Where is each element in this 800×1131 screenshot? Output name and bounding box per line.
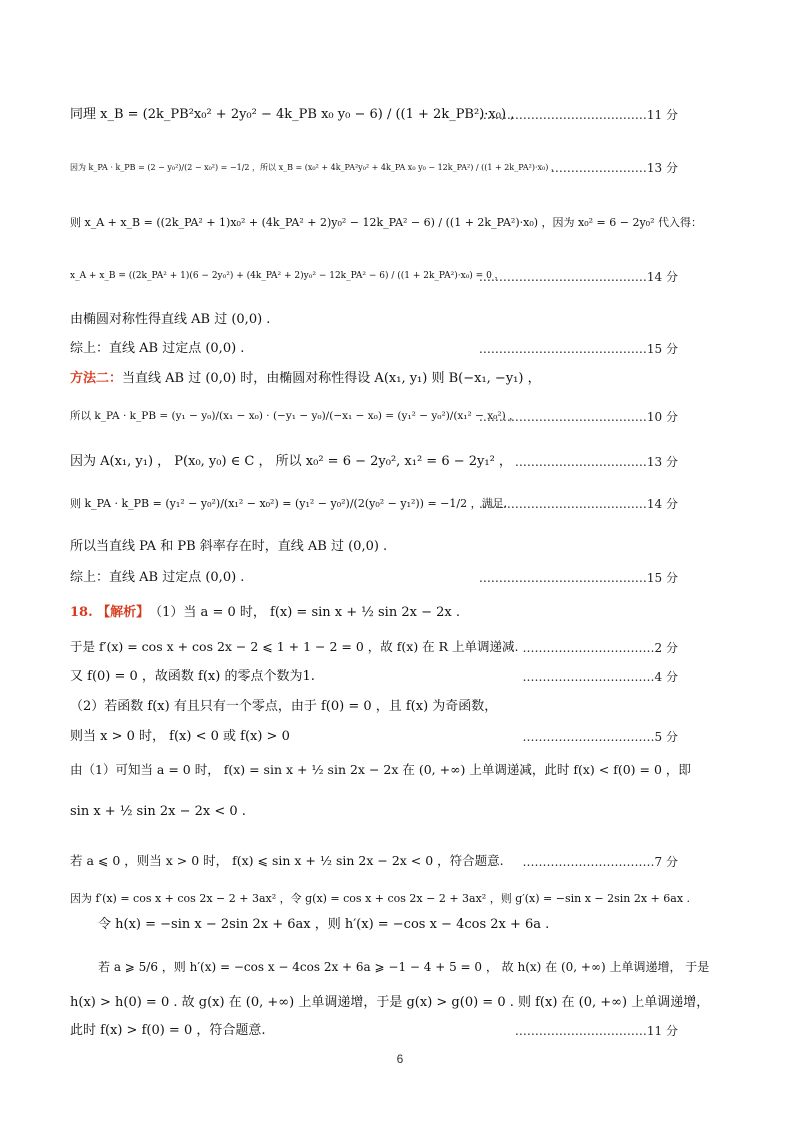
line-text: 于是 f′(x) = cos x + cos 2x − 2 ⩽ 1 + 1 − 2 = 0 ，故 f(x) 在 R 上单调递减. xyxy=(70,639,519,655)
score-marker: ……………………………11 分 xyxy=(514,1023,678,1038)
line-text: 综上：直线 AB 过定点 (0,0) . xyxy=(70,341,245,356)
line-text: 由（1）可知当 a = 0 时， f(x) = sin x + ½ sin 2x − 2x 在 (0, +∞) 上单调递减，此时 f(x) < f(0) = 0 ，即 xyxy=(70,762,691,778)
solution-line xyxy=(70,1024,710,1037)
solution-line xyxy=(70,606,710,619)
solution-line xyxy=(70,892,710,905)
score-marker: ……………………………………15 分 xyxy=(478,341,678,356)
line-text: 由椭圆对称性得直线 AB 过 (0,0) . xyxy=(70,312,271,327)
score-marker: ……………………………………10 分 xyxy=(478,409,678,424)
solution-line xyxy=(70,410,710,423)
solution-line xyxy=(70,372,710,385)
score-marker: ……………………………………15 分 xyxy=(478,570,678,585)
solution-line xyxy=(70,670,710,683)
line-text: 同理 x_B = (2k_PB²x₀² + 2y₀² − 4k_PB x₀ y₀ − 6) / ((1 + 2k_PB²)·x₀) , xyxy=(70,107,515,122)
line-text: 综上：直线 AB 过定点 (0,0) . xyxy=(70,570,245,585)
line-text: 所以 k_PA · k_PB = (y₁ − y₀)/(x₁ − x₀) · (−y₁ − y₀)/(−x₁ − x₀) = (y₁² − y₀²)/(x₁² − x₀²) ， xyxy=(70,410,520,423)
section-label: 方法二： xyxy=(70,371,123,386)
line-text: 令 h(x) = −sin x − 2sin 2x + 6ax ，则 h′(x) = −cos x − 4cos 2x + 6a . xyxy=(98,917,550,932)
score-marker: ……………………………7 分 xyxy=(522,854,678,869)
line-text: （1）当 a = 0 时， f(x) = sin x + ½ sin 2x − 2x . xyxy=(149,605,460,620)
solution-line xyxy=(70,571,710,584)
solution-line xyxy=(70,342,710,355)
score-marker: ……………………………………11 分 xyxy=(478,107,678,122)
solution-line xyxy=(70,855,710,868)
line-text: sin x + ½ sin 2x − 2x < 0 . xyxy=(70,804,246,819)
score-marker: ……………………………5 分 xyxy=(522,729,678,744)
solution-line xyxy=(70,730,710,743)
line-text: 若 a ⩾ 5/6 ，则 h′(x) = −cos x − 4cos 2x + 6a ⩾ −1 − 4 + 5 = 0 ， 故 h(x) 在 (0, +∞) 上单调递增， 于是 xyxy=(98,959,710,974)
line-text: 因为 k_PA · k_PB = (2 − y₀²)/(2 − x₀²) = −1/2 ，所以 x_B = (x₀² + 4k_PA²y₀² + 4k_PA x₀ y₀ − 12k_PA²) / ((1 + 2k_PA²)·x₀) ， xyxy=(70,162,559,172)
section-label: 18. 【解析】 xyxy=(70,605,150,620)
solution-line xyxy=(70,455,710,468)
solution-line xyxy=(70,540,710,553)
solution-line xyxy=(70,805,710,818)
solution-line xyxy=(70,270,710,283)
score-marker: ……………………………4 分 xyxy=(522,669,678,684)
line-text: 又 f(0) = 0 ，故函数 f(x) 的零点个数为1. xyxy=(70,669,315,684)
score-marker: ……………………………………14 分 xyxy=(478,496,678,511)
line-text: 此时 f(x) > f(0) = 0 ，符合题意. xyxy=(70,1023,266,1038)
line-text: 当直线 AB 过 (0,0) 时，由椭圆对称性得设 A(x₁, y₁) 则 B(−x₁, −y₁) ， xyxy=(122,371,541,386)
solution-line xyxy=(70,216,710,229)
solution-line xyxy=(70,641,710,654)
solution-line xyxy=(70,161,710,174)
line-text: （2）若函数 f(x) 有且只有一个零点，由于 f(0) = 0 ，且 f(x) 为奇函数， xyxy=(70,699,498,714)
score-marker: ……………………………13 分 xyxy=(514,454,678,469)
solution-line xyxy=(98,960,710,973)
line-text: x_A + x_B = ((2k_PA² + 1)(6 − 2y₀²) + (4k_PA² + 2)y₀² − 12k_PA² − 6) / ((1 + 2k_PA²)·x₀) = 0 ， xyxy=(70,271,504,281)
solution-line xyxy=(70,700,710,713)
line-text: 则 k_PA · k_PB = (y₁² − y₀²)/(x₁² − x₀²) = (y₁² − y₀²)/(2(y₀² − y₁²)) = −1/2 ，满足. xyxy=(70,497,508,510)
solution-line xyxy=(70,764,710,777)
line-text: 因为 f′(x) = cos x + cos 2x − 2 + 3ax² ，令 g(x) = cos x + cos 2x − 2 + 3ax² ，则 g′(x) = −sin x − 2sin 2x + 6ax . xyxy=(70,892,691,905)
line-text: 则当 x > 0 时， f(x) < 0 或 f(x) > 0 xyxy=(70,729,290,744)
solution-line xyxy=(70,497,710,510)
line-text: 若 a ⩽ 0 ，则当 x > 0 时， f(x) ⩽ sin x + ½ sin 2x − 2x < 0 ，符合题意. xyxy=(70,853,504,869)
solution-line xyxy=(70,996,710,1009)
line-text: 所以当直线 PA 和 PB 斜率存在时，直线 AB 过 (0,0) . xyxy=(70,539,388,554)
line-text: 则 x_A + x_B = ((2k_PA² + 1)x₀² + (4k_PA² + 2)y₀² − 12k_PA² − 6) / ((1 + 2k_PA²)·x₀) ，因为 x₀² = 6 − 2y₀² 代入得： xyxy=(70,216,702,229)
line-text: 因为 A(x₁, y₁) ， P(x₀, y₀) ∈ C ， 所以 x₀² = 6 − 2y₀², x₁² = 6 − 2y₁² ， xyxy=(70,454,512,469)
solution-line xyxy=(70,313,710,326)
score-marker: ……………………………………14 分 xyxy=(478,269,678,284)
score-marker: ……………………13 分 xyxy=(550,160,678,175)
page-number: 6 xyxy=(396,1052,404,1066)
solution-line xyxy=(98,918,710,931)
score-marker: ……………………………2 分 xyxy=(522,640,678,655)
solution-line xyxy=(70,108,710,121)
line-text: h(x) > h(0) = 0 . 故 g(x) 在 (0, +∞) 上单调递增，于是 g(x) > g(0) = 0 . 则 f(x) 在 (0, +∞) 上单调递增， xyxy=(70,995,710,1010)
